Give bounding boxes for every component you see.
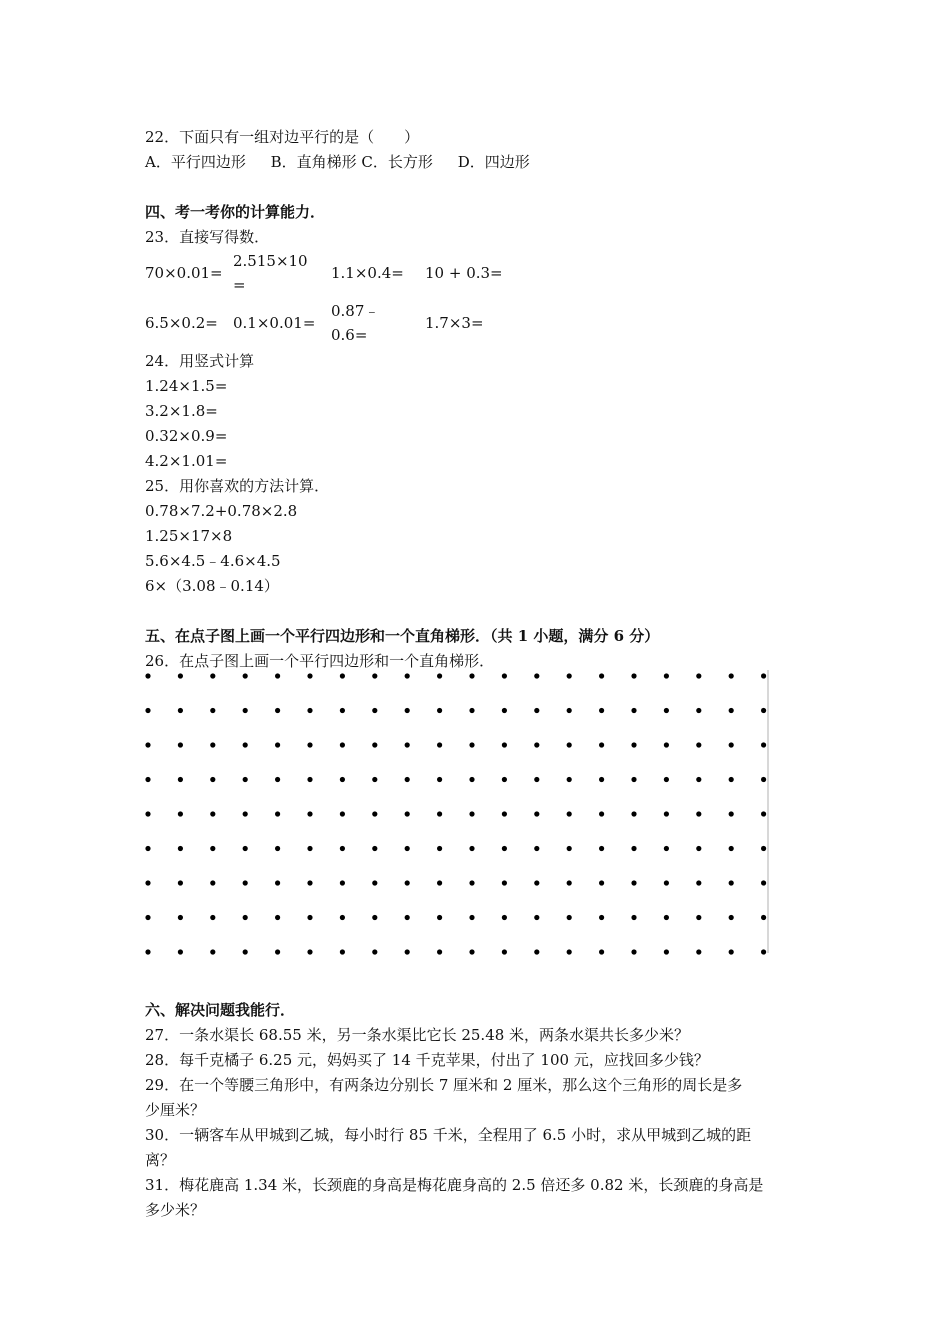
q23-r1c1: 70×0.01= [145,264,223,282]
q23-r1c2: 2.515×10 [233,252,308,270]
grid-dot[interactable] [437,880,442,885]
grid-dot[interactable] [275,915,280,920]
grid-dot[interactable] [534,949,539,954]
grid-dot[interactable] [178,915,183,920]
grid-dot[interactable] [372,915,377,920]
grid-dot[interactable] [729,742,734,747]
q27: 27．一条水渠长 68.55 米，另一条水渠比它长 25.48 米，两条水渠共长多少米？ [145,1026,690,1044]
grid-dot[interactable] [437,846,442,851]
grid-dot[interactable] [469,880,474,885]
grid-dot[interactable] [567,949,572,954]
grid-dot[interactable] [340,846,345,851]
grid-dot[interactable] [437,708,442,713]
grid-dot[interactable] [631,811,636,816]
grid-dot[interactable] [178,949,183,954]
grid-dot[interactable] [340,880,345,885]
grid-dot[interactable] [502,915,507,920]
grid-dot[interactable] [696,708,701,713]
q23-r2c4: 1.7×3= [425,314,484,332]
grid-dot[interactable] [372,949,377,954]
grid-dot[interactable] [761,673,766,678]
grid-dot[interactable] [761,915,766,920]
grid-dot[interactable] [502,742,507,747]
section4-title: 四、考一考你的计算能力． [145,203,326,221]
grid-dot[interactable] [437,777,442,782]
q23-r2c1: 6.5×0.2= [145,314,218,332]
grid-dot[interactable] [534,880,539,885]
grid-dot[interactable] [178,742,183,747]
q24-item: 0.32×0.9= [145,427,228,445]
grid-dot[interactable] [145,742,150,747]
grid-dot[interactable] [372,880,377,885]
grid-dot[interactable] [307,708,312,713]
grid-dot[interactable] [696,811,701,816]
grid-dot[interactable] [469,846,474,851]
section6-title: 六、解决问题我能行． [145,1001,296,1019]
grid-dot[interactable] [372,708,377,713]
grid-dot[interactable] [275,673,280,678]
grid-dot[interactable] [307,915,312,920]
grid-dot[interactable] [243,673,248,678]
grid-dot[interactable] [145,949,150,954]
grid-dot[interactable] [664,915,669,920]
grid-dot[interactable] [145,777,150,782]
grid-dot[interactable] [405,673,410,678]
grid-dot[interactable] [599,880,604,885]
grid-dot[interactable] [567,777,572,782]
grid-dot[interactable] [243,777,248,782]
grid-dot[interactable] [210,880,215,885]
q25-item: 6×（3.08﹣0.14） [145,577,279,595]
grid-dot[interactable] [307,673,312,678]
grid-dot[interactable] [696,915,701,920]
q30-line1: 30．一辆客车从甲城到乙城，每小时行 85 千米，全程用了 6.5 小时，求从甲城到乙城的距 [145,1126,752,1144]
q25-item: 0.78×7.2+0.78×2.8 [145,502,298,520]
grid-dot[interactable] [761,846,766,851]
q31-line2: 多少米？ [145,1201,206,1219]
q25-item: 1.25×17×8 [145,527,233,545]
grid-dot[interactable] [210,846,215,851]
grid-dot[interactable] [210,673,215,678]
q23-r2c3: 0.87﹣ [331,302,380,320]
grid-dot[interactable] [631,742,636,747]
grid-dot[interactable] [372,777,377,782]
q29-line2: 少厘米？ [145,1101,206,1119]
grid-dot[interactable] [729,880,734,885]
grid-dot[interactable] [469,742,474,747]
grid-dot[interactable] [729,777,734,782]
grid-dot[interactable] [210,742,215,747]
grid-dot[interactable] [307,811,312,816]
grid-dot[interactable] [210,777,215,782]
grid-dot[interactable] [567,915,572,920]
grid-dot[interactable] [145,811,150,816]
grid-dot[interactable] [664,777,669,782]
q22-option-b-c: B．直角梯形 C．长方形 [270,153,433,171]
grid-dot[interactable] [437,949,442,954]
grid-dot[interactable] [178,673,183,678]
grid-dot[interactable] [340,742,345,747]
grid-dot[interactable] [437,673,442,678]
grid-dot[interactable] [664,708,669,713]
grid-dot[interactable] [599,846,604,851]
grid-dot[interactable] [469,777,474,782]
grid-dot[interactable] [210,708,215,713]
grid-dot[interactable] [502,811,507,816]
grid-dot[interactable] [696,742,701,747]
grid-dot[interactable] [664,811,669,816]
grid-dot[interactable] [372,846,377,851]
grid-dot[interactable] [696,777,701,782]
grid-dot[interactable] [275,846,280,851]
grid-dot[interactable] [567,673,572,678]
grid-dot[interactable] [307,742,312,747]
q24-item: 1.24×1.5= [145,377,228,395]
grid-dot[interactable] [275,949,280,954]
grid-dot[interactable] [696,673,701,678]
grid-dot[interactable] [502,673,507,678]
q26-stem: 26．在点子图上画一个平行四边形和一个直角梯形． [145,652,495,670]
q23-r2c2: 0.1×0.01= [233,314,316,332]
grid-dot[interactable] [210,949,215,954]
grid-dot[interactable] [275,811,280,816]
grid-dot[interactable] [599,811,604,816]
q29-line1: 29．在一个等腰三角形中，有两条边分别长 7 厘米和 2 厘米，那么这个三角形的周长是多 [145,1076,743,1094]
grid-dot[interactable] [210,915,215,920]
grid-dot[interactable] [502,949,507,954]
grid-dot[interactable] [178,811,183,816]
grid-dot[interactable] [567,708,572,713]
grid-dot[interactable] [275,880,280,885]
grid-dot[interactable] [340,811,345,816]
grid-dot[interactable] [178,708,183,713]
q22-stem: 22．下面只有一组对边平行的是（ ） [145,128,420,146]
grid-dot[interactable] [469,708,474,713]
q24-item: 4.2×1.01= [145,452,228,470]
grid-dot[interactable] [145,708,150,713]
grid-dot[interactable] [307,880,312,885]
grid-dot[interactable] [567,880,572,885]
grid-dot[interactable] [729,811,734,816]
q23-r1c2-cont: = [233,276,246,294]
grid-dot[interactable] [178,777,183,782]
grid-dot[interactable] [761,777,766,782]
grid-dot[interactable] [437,742,442,747]
grid-dot[interactable] [275,742,280,747]
grid-dot[interactable] [567,811,572,816]
grid-dot[interactable] [534,777,539,782]
grid-dot[interactable] [534,708,539,713]
grid-dot[interactable] [275,777,280,782]
q23-r1c4: 10 + 0.3= [425,264,503,282]
q23-r2c3-cont: 0.6= [331,326,368,344]
grid-dot[interactable] [729,949,734,954]
q31-line1: 31．梅花鹿高 1.34 米，长颈鹿的身高是梅花鹿身高的 2.5 倍还多 0.82 米，长颈鹿的身高是 [145,1176,764,1194]
grid-dot[interactable] [761,949,766,954]
grid-dot[interactable] [243,915,248,920]
grid-dot[interactable] [729,673,734,678]
q28: 28．每千克橘子 6.25 元，妈妈买了 14 千克苹果，付出了 100 元，应找回多少钱？ [145,1051,709,1069]
q22-options [145,152,530,172]
grid-dot[interactable] [340,673,345,678]
grid-dot[interactable] [599,708,604,713]
grid-dot[interactable] [307,846,312,851]
grid-dot[interactable] [729,915,734,920]
grid-dot[interactable] [599,915,604,920]
grid-dot[interactable] [729,708,734,713]
grid-dot[interactable] [469,673,474,678]
grid-dot[interactable] [664,846,669,851]
grid-dot[interactable] [761,811,766,816]
grid-dot[interactable] [696,846,701,851]
grid-dot[interactable] [405,777,410,782]
q23-stem: 23．直接写得数． [145,228,270,246]
grid-dot[interactable] [729,846,734,851]
grid-dot[interactable] [599,949,604,954]
grid-dot[interactable] [567,846,572,851]
grid-dot[interactable] [405,915,410,920]
grid-dot[interactable] [243,811,248,816]
q23-r1c3: 1.1×0.4= [331,264,404,282]
grid-dot[interactable] [243,949,248,954]
grid-dot[interactable] [534,673,539,678]
grid-dot[interactable] [178,846,183,851]
grid-dot[interactable] [696,949,701,954]
grid-dot[interactable] [469,811,474,816]
grid-dot[interactable] [469,949,474,954]
grid-dot[interactable] [210,811,215,816]
grid-dot[interactable] [761,742,766,747]
grid-dot[interactable] [534,846,539,851]
grid-dot[interactable] [502,846,507,851]
grid-dot[interactable] [631,673,636,678]
grid-dot[interactable] [372,673,377,678]
grid-dot[interactable] [145,673,150,678]
grid-dot[interactable] [631,880,636,885]
q30-line2: 离？ [145,1151,176,1169]
grid-dot[interactable] [275,708,280,713]
grid-dot[interactable] [631,777,636,782]
grid-dot[interactable] [405,880,410,885]
grid-dot[interactable] [664,949,669,954]
grid-dot[interactable] [761,708,766,713]
grid-dot[interactable] [243,708,248,713]
grid-dot[interactable] [664,673,669,678]
grid-dot[interactable] [664,742,669,747]
dot-grid[interactable] [140,668,774,955]
grid-dot[interactable] [502,708,507,713]
grid-dot[interactable] [534,811,539,816]
grid-dot[interactable] [405,811,410,816]
grid-dot[interactable] [178,880,183,885]
grid-dot[interactable] [567,742,572,747]
grid-dot[interactable] [307,777,312,782]
grid-dot[interactable] [631,708,636,713]
grid-dot[interactable] [372,742,377,747]
grid-dot[interactable] [696,880,701,885]
grid-dot[interactable] [534,742,539,747]
grid-dot[interactable] [502,880,507,885]
grid-dot[interactable] [405,708,410,713]
grid-dot[interactable] [243,846,248,851]
grid-dot[interactable] [631,846,636,851]
grid-dot[interactable] [307,949,312,954]
grid-dot[interactable] [437,811,442,816]
grid-dot[interactable] [469,915,474,920]
grid-dot[interactable] [145,880,150,885]
grid-dot[interactable] [145,846,150,851]
q25-stem: 25．用你喜欢的方法计算． [145,477,330,495]
q24-stem: 24．用竖式计算 [145,352,255,370]
grid-dot[interactable] [145,915,150,920]
q22-option-a: A．平行四边形 [145,153,246,171]
grid-dot[interactable] [243,742,248,747]
grid-dot[interactable] [599,777,604,782]
grid-dot[interactable] [437,915,442,920]
grid-dot[interactable] [340,915,345,920]
q24-item: 3.2×1.8= [145,402,218,420]
grid-dot[interactable] [502,777,507,782]
grid-dot[interactable] [664,880,669,885]
grid-dot[interactable] [340,777,345,782]
grid-dot[interactable] [599,742,604,747]
q22-option-d: D．四边形 [457,153,530,171]
grid-dot[interactable] [761,880,766,885]
grid-dot[interactable] [405,846,410,851]
grid-dot[interactable] [340,949,345,954]
q25-item: 5.6×4.5﹣4.6×4.5 [145,552,281,570]
grid-dot[interactable] [340,708,345,713]
section5-title: 五、在点子图上画一个平行四边形和一个直角梯形．（共 1 小题，满分 6 分） [145,627,660,645]
grid-dot[interactable] [534,915,539,920]
grid-dot[interactable] [372,811,377,816]
grid-dot[interactable] [405,742,410,747]
grid-dot[interactable] [631,915,636,920]
grid-dot[interactable] [631,949,636,954]
grid-dot[interactable] [405,949,410,954]
grid-dot[interactable] [243,880,248,885]
grid-dot[interactable] [599,673,604,678]
